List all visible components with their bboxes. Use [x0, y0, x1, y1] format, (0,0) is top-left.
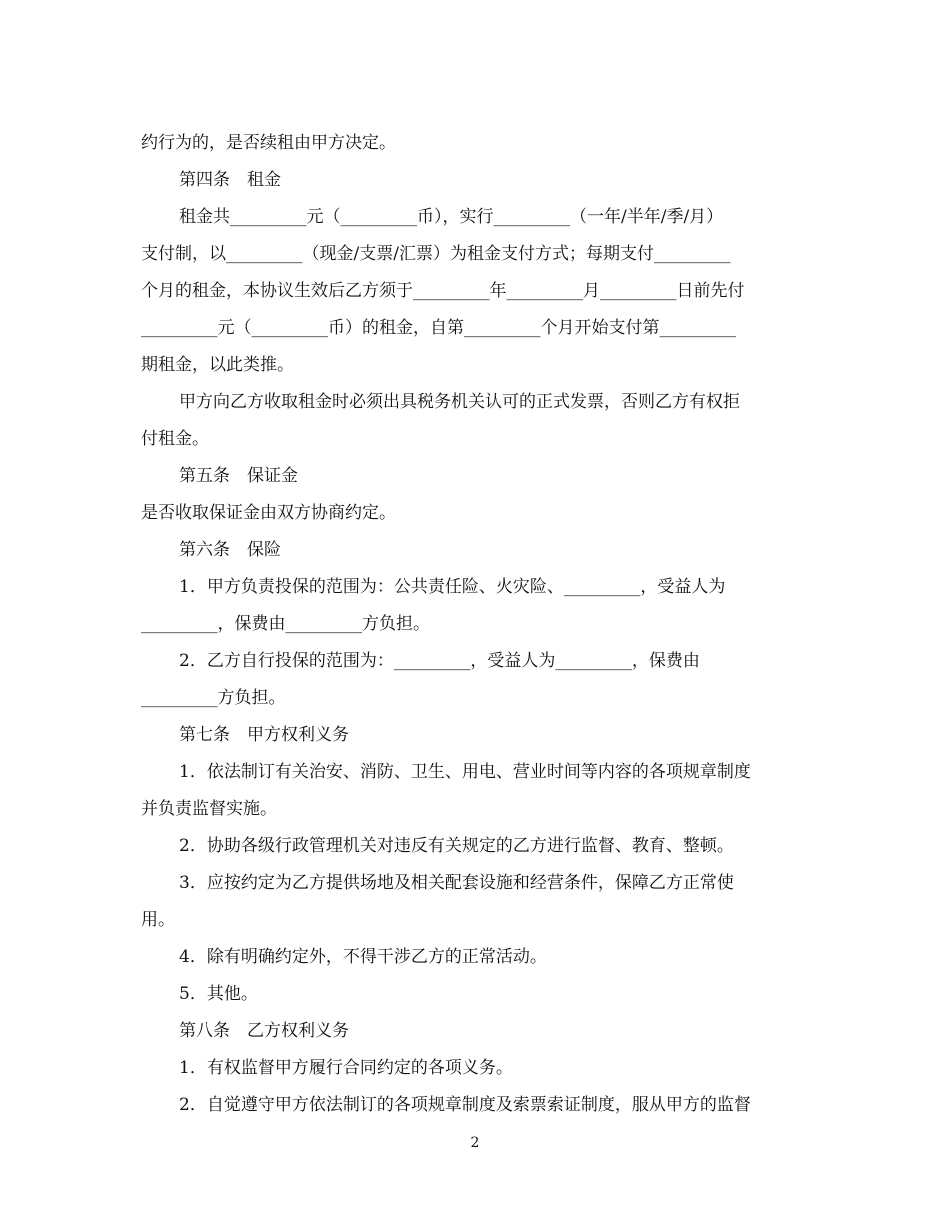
section-heading-party-b: 第八条 乙方权利义务	[179, 1021, 349, 1041]
paragraph-line: 租金共_________元（_________币），实行_________（一年/半年/季/月）	[179, 207, 724, 227]
paragraph-line: 用。	[141, 910, 175, 930]
paragraph-line: 并负责监督实施。	[141, 799, 277, 819]
section-heading-insurance: 第六条 保险	[179, 540, 281, 560]
section-heading-deposit: 第五条 保证金	[179, 466, 298, 486]
paragraph-line: 2．自觉遵守甲方依法制订的各项规章制度及索票索证制度，服从甲方的监督	[179, 1095, 751, 1115]
section-heading-party-a: 第七条 甲方权利义务	[179, 725, 349, 745]
paragraph-line: 2．乙方自行投保的范围为：_________，受益人为_________，保费由	[179, 651, 700, 671]
paragraph-line: _________，保费由_________方负担。	[141, 614, 430, 634]
paragraph-line: 是否收取保证金由双方协商约定。	[141, 503, 396, 523]
paragraph-line: 约行为的，是否续租由甲方决定。	[141, 133, 396, 153]
paragraph-line: 1．有权监督甲方履行合同约定的各项义务。	[179, 1058, 513, 1078]
paragraph-line: 5．其他。	[179, 984, 258, 1004]
paragraph-line: 付租金。	[141, 429, 209, 449]
paragraph-line: 支付制，以_________（现金/支票/汇票）为租金支付方式；每期支付_________	[141, 244, 731, 264]
paragraph-line: 期租金，以此类推。	[141, 355, 294, 375]
paragraph-line: _________元（_________币）的租金，自第_________个月开始支付第_________	[141, 318, 736, 338]
paragraph-line: 甲方向乙方收取租金时必须出具税务机关认可的正式发票，否则乙方有权拒	[179, 392, 740, 412]
paragraph-line: 2．协助各级行政管理机关对违反有关规定的乙方进行监督、教育、整顿。	[179, 836, 734, 856]
page-number: 2	[470, 1135, 480, 1151]
paragraph-line: 1．甲方负责投保的范围为：公共责任险、火灾险、_________，受益人为	[179, 577, 726, 597]
section-heading-rent: 第四条 租金	[179, 170, 281, 190]
paragraph-line: 3．应按约定为乙方提供场地及相关配套设施和经营条件，保障乙方正常使	[179, 873, 734, 893]
paragraph-line: 1．依法制订有关治安、消防、卫生、用电、营业时间等内容的各项规章制度	[179, 762, 751, 782]
paragraph-line: _________方负担。	[141, 688, 286, 708]
paragraph-line: 4．除有明确约定外，不得干涉乙方的正常活动。	[179, 947, 547, 967]
paragraph-line: 个月的租金，本协议生效后乙方须于_________年_________月_________日前先付	[141, 281, 745, 301]
